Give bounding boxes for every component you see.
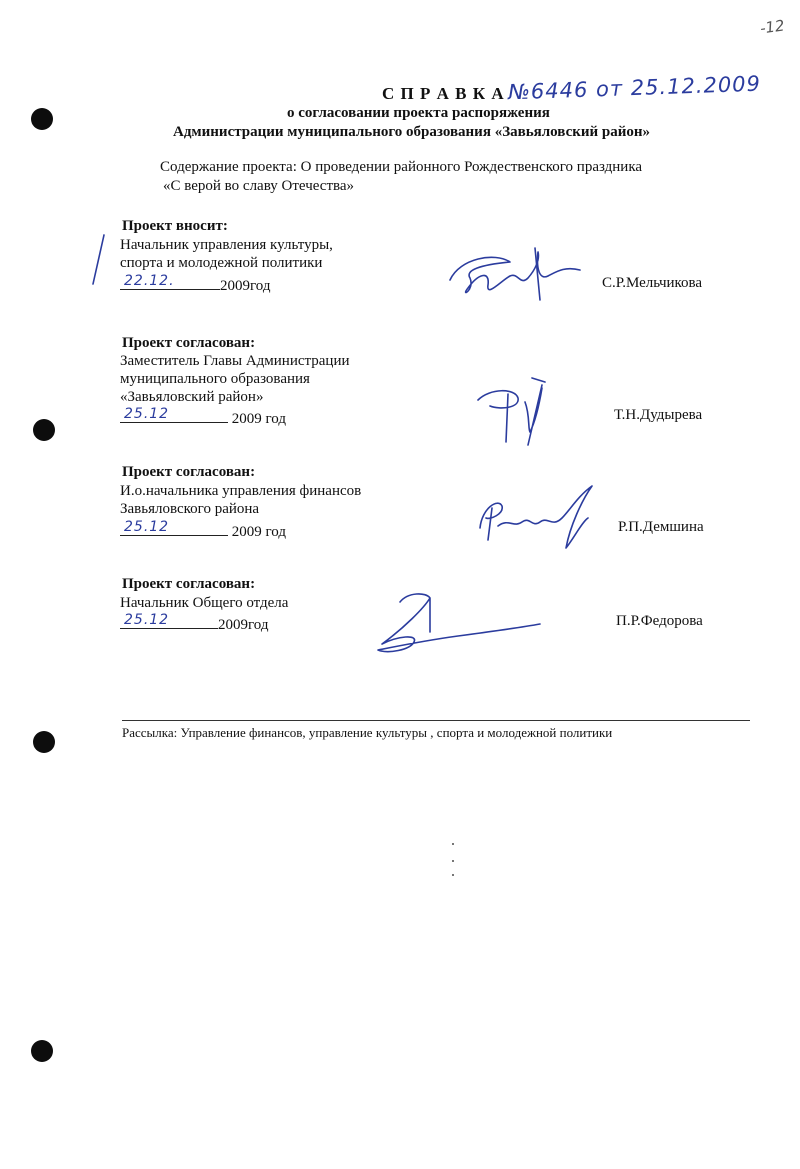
signature-fedorova (368, 588, 548, 663)
signature-melchikova (440, 240, 590, 305)
signature-demshina (470, 478, 610, 553)
date-year: 2009год (220, 278, 271, 294)
section-position-line: спорта и молодежной политики (120, 255, 323, 271)
scan-speck (452, 843, 454, 845)
date-line (120, 407, 286, 428)
header-subtitle-2: Администрации муниципального образования «Завьяловский район» (173, 124, 651, 140)
signature-dudyreva (470, 370, 570, 450)
date-year: 2009год (218, 617, 269, 633)
date-blank (120, 274, 220, 290)
signatory-name: Р.П.Демшина (618, 519, 704, 535)
handwritten-date: 25.12 (124, 612, 170, 628)
handwritten-date: 25.12 (124, 406, 170, 422)
date-year: 2009 год (231, 524, 286, 540)
handwritten-registration-number: №6446 от 25.12.2009 (507, 71, 762, 105)
content-line-2: «С верой во славу Отечества» (163, 178, 355, 194)
signatory-name: С.Р.Мельчикова (602, 275, 703, 291)
document-title: С П Р А В К А (382, 84, 505, 103)
signatory-name: П.Р.Федорова (616, 613, 703, 629)
section-heading: Проект вносит: (122, 218, 228, 234)
scan-speck (452, 860, 454, 862)
date-line (120, 613, 268, 634)
handwritten-date: 25.12 (124, 519, 170, 535)
footer-divider (122, 720, 750, 721)
scan-speck (452, 874, 454, 876)
content-line-1: Содержание проекта: О проведении районного Рождественского праздника (160, 159, 643, 175)
signatory-name: Т.Н.Дудырева (614, 407, 703, 423)
section-position-line: Начальник Общего отдела (120, 595, 289, 611)
punch-hole (31, 108, 53, 130)
date-line (120, 274, 270, 295)
section-position-line: И.о.начальника управления финансов (120, 483, 362, 499)
section-position-line: Начальник управления культуры, (120, 237, 333, 253)
page-mark: -12 (758, 16, 786, 38)
date-line (120, 520, 286, 541)
punch-hole (31, 1040, 53, 1062)
section-position-line: муниципального образования (120, 371, 310, 387)
section-position-line: «Завьяловский район» (120, 389, 264, 405)
date-blank (120, 520, 228, 536)
handwritten-date: 22.12. (124, 273, 175, 289)
date-blank (120, 407, 228, 423)
date-year: 2009 год (231, 411, 286, 427)
section-heading: Проект согласован: (122, 335, 256, 351)
section-heading: Проект согласован: (122, 576, 256, 592)
date-blank (120, 613, 218, 629)
margin-tick-mark (88, 232, 110, 288)
punch-hole (33, 731, 55, 753)
punch-hole (33, 419, 55, 441)
section-position-line: Завьяловского района (120, 501, 260, 517)
header-subtitle-1: о согласовании проекта распоряжения (287, 105, 550, 121)
section-position-line: Заместитель Главы Администрации (120, 353, 350, 369)
distribution-list: Рассылка: Управление финансов, управление культуры , спорта и молодежной политики (122, 725, 613, 740)
section-heading: Проект согласован: (122, 464, 256, 480)
